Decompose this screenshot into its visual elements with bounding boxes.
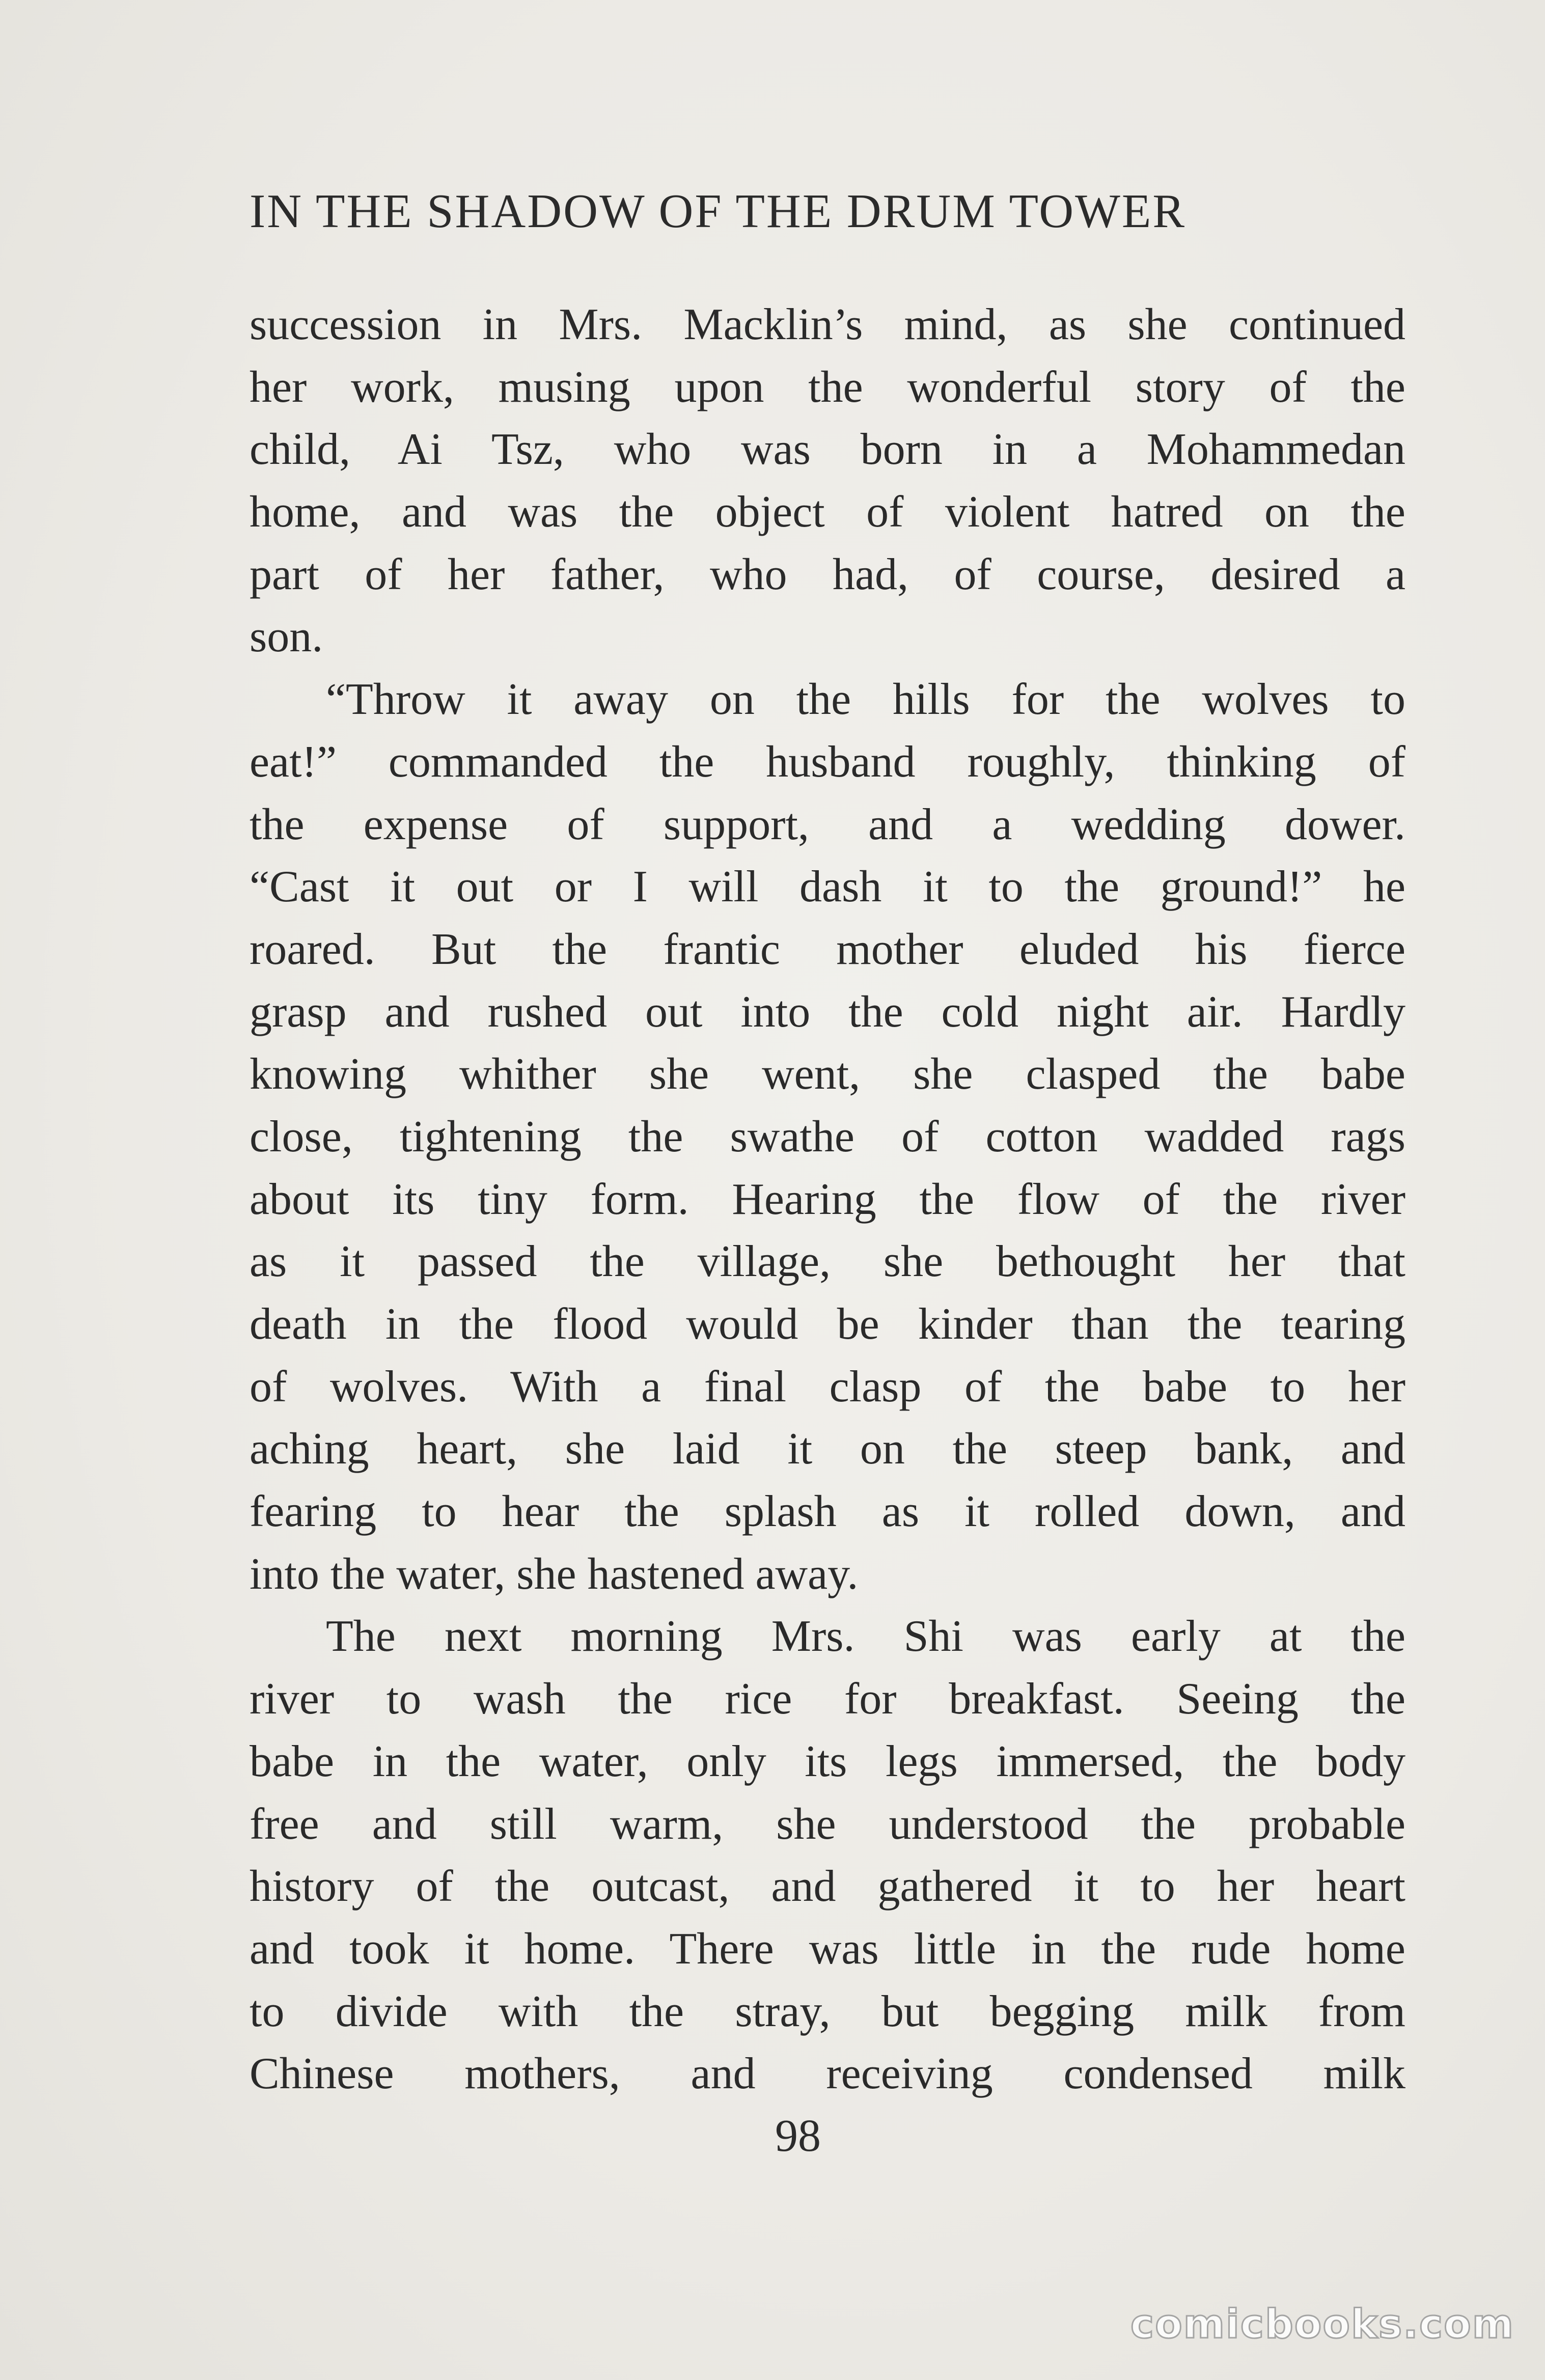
text-line: eat!” commanded the husband roughly, thinking of [250,737,1405,787]
text-line: succession in Mrs. Macklin’s mind, as she continued [250,300,1405,349]
text-line: “Cast it out or I will dash it to the ground!” he [250,862,1405,912]
text-line: son. [250,612,323,662]
text-line: The next morning Mrs. Shi was early at the [326,1612,1405,1662]
text-line: and took it home. There was little in the rude home [250,1924,1405,1974]
text-line: roared. But the frantic mother eluded his fierce [250,924,1405,974]
text-line: about its tiny form. Hearing the flow of the river [250,1174,1405,1224]
text-line: babe in the water, only its legs immersed, the body [250,1736,1405,1786]
text-line: part of her father, who had, of course, desired a [250,549,1405,599]
text-line: into the water, she hastened away. [250,1549,859,1599]
text-line: history of the outcast, and gathered it to her heart [250,1862,1405,1912]
text-line: her work, musing upon the wonderful story of the [250,362,1405,412]
running-head: IN THE SHADOW OF THE DRUM TOWER [250,185,1187,238]
text-line: as it passed the village, she bethought her that [250,1237,1405,1287]
text-line: “Throw it away on the hills for the wolves to [326,675,1405,725]
text-line: child, Ai Tsz, who was born in a Mohammedan [250,425,1405,475]
text-line: home, and was the object of violent hatred on the [250,487,1405,537]
text-line: Chinese mothers, and receiving condensed milk [250,2049,1405,2099]
text-line: of wolves. With a final clasp of the babe to her [250,1362,1405,1412]
text-line: free and still warm, she understood the probable [250,1799,1405,1849]
text-line: the expense of support, and a wedding dower. [250,799,1405,849]
text-line: death in the flood would be kinder than the tearing [250,1299,1405,1349]
text-line: river to wash the rice for breakfast. Seeing the [250,1674,1405,1724]
page-number: 98 [775,2111,821,2161]
text-line: to divide with the stray, but begging milk from [250,1986,1405,2036]
text-line: fearing to hear the splash as it rolled down, and [250,1487,1405,1537]
watermark: comicbooks.com [1130,2302,1514,2347]
text-line: grasp and rushed out into the cold night air. Hardly [250,987,1405,1037]
text-line: knowing whither she went, she clasped the babe [250,1049,1405,1099]
body-text [250,294,1405,2106]
text-line: aching heart, she laid it on the steep bank, and [250,1424,1405,1474]
text-line: close, tightening the swathe of cotton wadded rags [250,1112,1405,1161]
